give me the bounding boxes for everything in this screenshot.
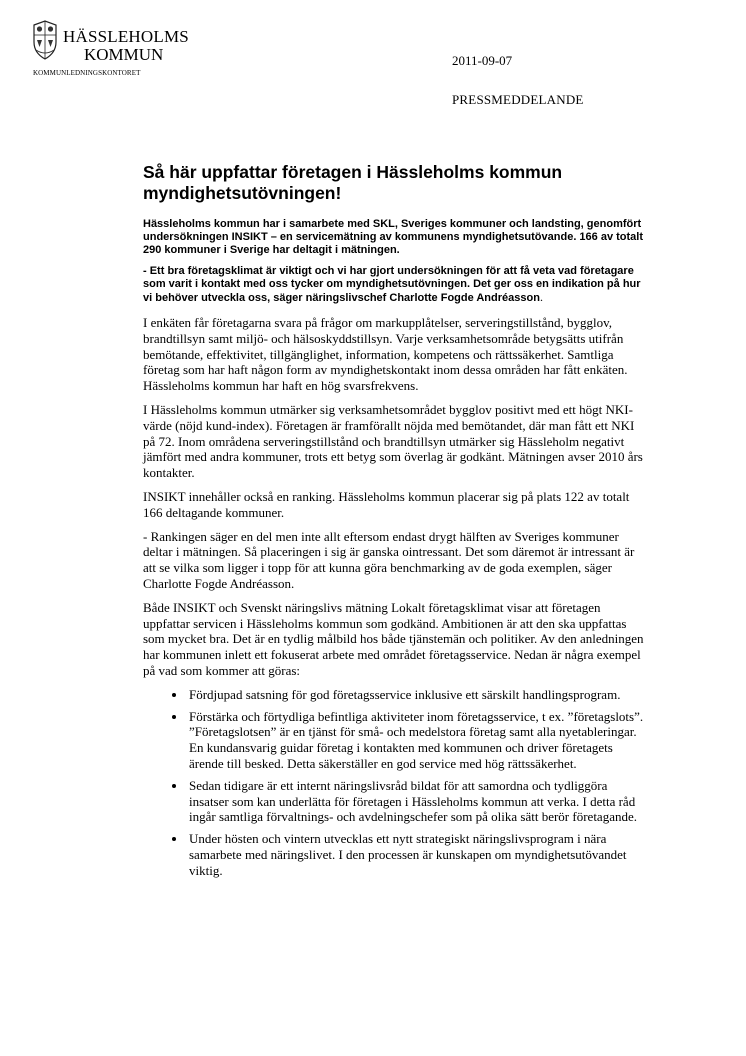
- org-name-line1: HÄSSLEHOLMS: [63, 27, 189, 46]
- list-item: • Under hösten och vintern utvecklas ett nytt strategiskt näringslivsprogram i nära samarbete med näringslivet. I den processen är kunskapen om myndighetsutövandet viktig.: [187, 831, 648, 878]
- list-item: • Fördjupad satsning för god företagsservice inklusive ett särskilt handlingsprogram.: [187, 687, 648, 703]
- article-lead: Hässleholms kommun har i samarbete med SKL, Sveriges kommuner och landsting, genomfört undersökningen INSIKT – en servicemätning av kommunens myndighetsutövande. 166 av totalt 290 kommuner i Sverige har deltagit i mätningen.: [143, 218, 644, 256]
- article-body: [143, 162, 648, 885]
- department-name: KOMMUNLEDNINGSKONTORET: [33, 69, 141, 77]
- paragraph: I Hässleholms kommun utmärker sig verksamhetsområdet bygglov positivt med ett högt NKI-värde (nöjd kund-index). Företagen är framförallt nöjda med bemötandet, där man fått ett NKI på 72. Inom områdena serveringstillstånd och brandtillsyn utmärker sig Hässleholm negativt jämfört med andra kommuner, trots ett betyg som överlag är godkänt. Mätningen avser 2010 års kontakter.: [143, 401, 643, 481]
- article-title: Så här uppfattar företagen i Hässleholms kommun myndighetsutövningen!: [143, 162, 563, 203]
- list-item: • Förstärka och förtydliga befintliga aktiviteter inom företagsservice, t ex. ”företagslots”. ”Företagslotsen” är en tjänst för små- och medelstora företag samt alla nyetableringar. En kundansvarig guidar företag i kontakten med kommunen och driver företagets ärende till besked. Detta säkerställer en god service med hög rättssäkerhet.: [187, 709, 648, 772]
- quote-text: - Ett bra företagsklimat är viktigt och vi har gjort undersökningen för att få veta vad företagare som varit i kontakt med oss tycker om myndighetsutövningen. Det ger oss en indikation på hur vi behöver utveckla oss, säger näringslivschef Charlotte Fogde Andréasson: [143, 265, 641, 304]
- paragraph: - Rankingen säger en del men inte allt eftersom endast drygt hälften av Sveriges kommuner deltar i mätningen. Så placeringen i sig är ganska ointressant. Det som däremot är intressant är att se vilka som ligger i topp för att kunna göra benchmarking av de goda exemplen, säger Charlotte Fogde Andréasson.: [143, 528, 635, 591]
- paragraph: INSIKT innehåller också en ranking. Hässleholms kommun placerar sig på plats 122 av totalt 166 deltagande kommuner.: [143, 488, 630, 520]
- municipality-logo: [30, 20, 230, 82]
- list-item: • Sedan tidigare är ett internt näringslivsråd bildat för att samordna och tydliggöra insatser som kan underlätta för företagen i Hässleholms kommun att verka. I detta råd ingår samtliga förvaltnings- och avdelningschefer som på olika sätt berör företagande.: [187, 778, 648, 825]
- org-name-line2: KOMMUN: [84, 45, 164, 64]
- document-type: PRESSMEDDELANDE: [452, 92, 584, 107]
- document-date: 2011-09-07: [452, 53, 513, 68]
- article-quote: [143, 265, 648, 305]
- quote-tail: .: [539, 290, 543, 304]
- action-list: [143, 687, 648, 879]
- paragraph: I enkäten får företagarna svara på frågor om markupplåtelser, serveringstillstånd, bygglov, brandtillsyn samt miljö- och hälsoskyddstillsyn. Varje verksamhetsområde betygsätts utifrån bemötande, effektivitet, tillgänglighet, information, kompetens och rättssäkerhet. Samtliga företag som har haft någon form av myndighetskontakt inom dessa områden har fått enkäten. Hässleholms kommun har haft en hög svarsfrekvens.: [143, 315, 628, 394]
- paragraph: Både INSIKT och Svenskt näringslivs mätning Lokalt företagsklimat visar att företagen uppfattar servicen i Hässleholms kommun som godkänd. Ambitionen är att den ska uppfattas som mycket bra. Det är en tydlig målbild hos både tjänstemän och politiker. Av den anledningen har kommunen inlett ett fokuserat arbete med området företagsservice. Nedan är några exempel på vad som kommer att göras:: [143, 599, 644, 678]
- coat-of-arms-icon: [30, 20, 60, 60]
